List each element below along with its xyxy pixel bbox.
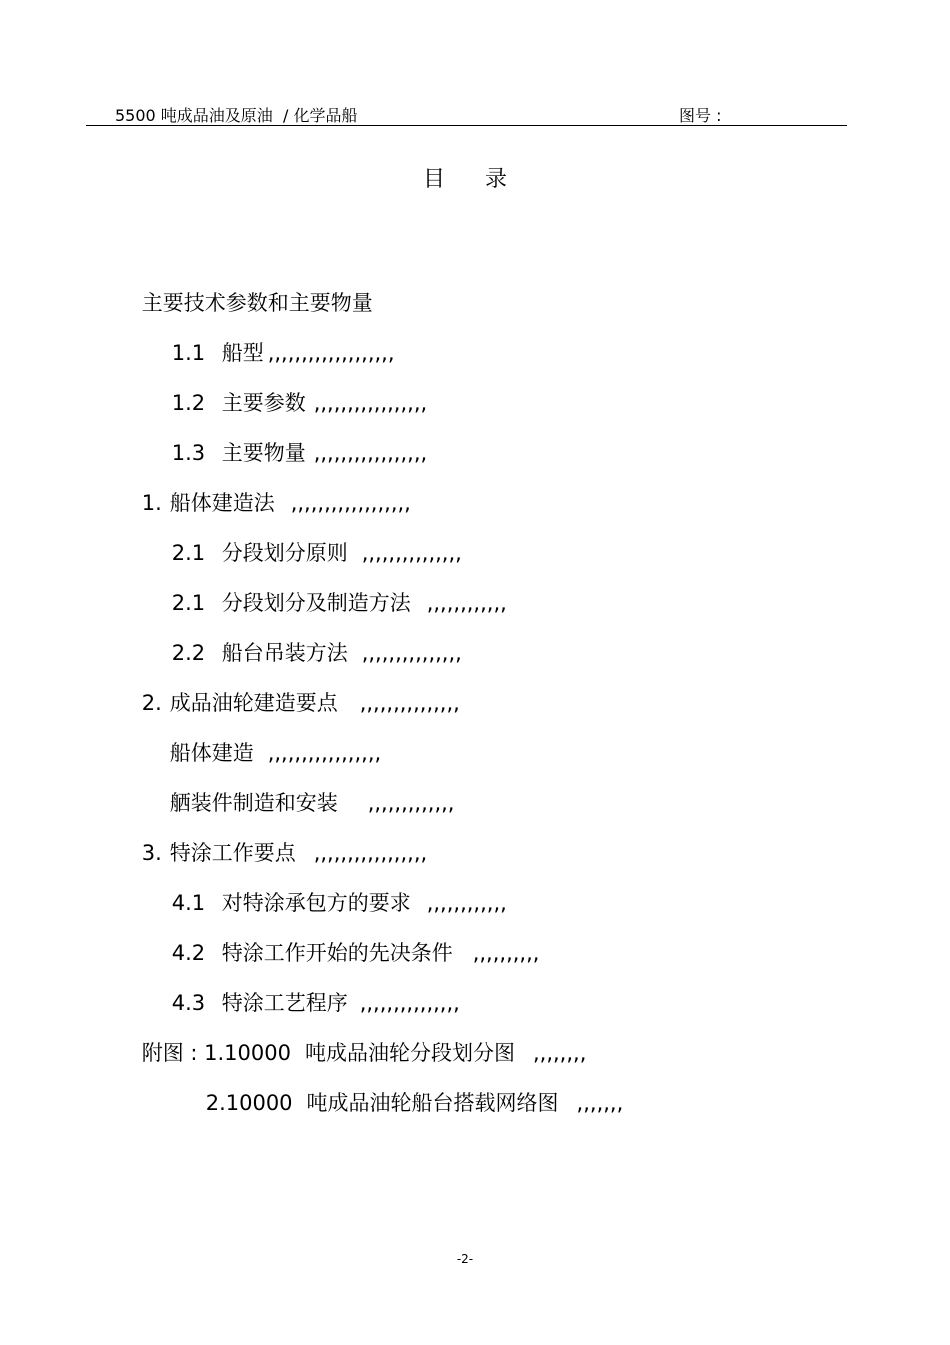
toc-entry-label: 特涂工艺程序 [221, 991, 348, 1015]
toc-entry-number: 4.2 [171, 941, 206, 965]
header-document-title: 5500 吨成品油及原油 / 化学品船 [115, 106, 358, 125]
toc-entry-label: 成品油轮建造要点 [169, 691, 338, 715]
toc-entry-number: 4.3 [171, 991, 206, 1015]
toc-entry-leader: ,,,,,,,,,,,,,,, [359, 691, 460, 715]
toc-entry-number: 2.1 [171, 541, 206, 565]
toc-entry-number: 附图 : 1.10000 [141, 1041, 291, 1065]
toc-entry-number: 2.2 [171, 641, 206, 665]
toc-entry-number: 1. [141, 491, 162, 515]
toc-entry-number: 1.2 [171, 391, 206, 415]
toc-entry-leader: ,,,,,,,,,,,,,,, [361, 641, 462, 665]
toc-entry-label: 主要参数 [221, 391, 306, 415]
toc-entry-leader: ,,,,,,,,,,,,,,,,, [267, 741, 382, 765]
toc-entry-leader: ,,,,,,,,,,,, [426, 591, 507, 615]
header-divider [86, 125, 847, 126]
toc-entry-leader: ,,,,,,,,,,,,,,, [359, 991, 460, 1015]
toc-entry-label: 主要技术参数和主要物量 [141, 291, 373, 315]
toc-entry [179, 1064, 623, 1142]
toc-entry-number: 1.1 [171, 341, 206, 365]
toc-entry-number: 2.1 [171, 591, 206, 615]
toc-entry-label: 吨成品油轮船台搭载网络图 [306, 1091, 559, 1115]
toc-entry-number: 3. [141, 841, 162, 865]
toc-entry-label: 对特涂承包方的要求 [221, 891, 411, 915]
toc-entry-leader: ,,,,,,,,,,,,,,,,, [313, 391, 428, 415]
toc-entry-number: 2. [141, 691, 162, 715]
toc-entry-leader: ,,,,,,,,,,,,,,,,, [313, 441, 428, 465]
toc-entry-label: 分段划分原则 [221, 541, 348, 565]
toc-entry-label: 舾装件制造和安装 [169, 791, 338, 815]
toc-entry-leader: ,,,,,,,,,,,,, [367, 791, 455, 815]
page-number: -2- [456, 1252, 474, 1266]
toc-title: 目录 [423, 167, 548, 192]
toc-entry-label: 船体建造法 [169, 491, 275, 515]
toc-entry-leader: ,,,,,,,, [532, 1041, 587, 1065]
toc-entry-label: 分段划分及制造方法 [221, 591, 411, 615]
toc-entry-number: 4.1 [171, 891, 206, 915]
toc-entry-label: 吨成品油轮分段划分图 [304, 1041, 515, 1065]
toc-entry-label: 船体建造 [169, 741, 254, 765]
toc-entry-leader: ,,,,,,,,,,,,,,,,, [313, 841, 428, 865]
toc-entry-label: 特涂工作开始的先决条件 [221, 941, 453, 965]
toc-entry-number: 2.10000 [205, 1091, 293, 1115]
toc-entry-leader: ,,,,,,, [576, 1091, 624, 1115]
toc-entry-leader: ,,,,,,,,,, [472, 941, 540, 965]
toc-entry-leader: ,,,,,,,,,,,,,,, [361, 541, 462, 565]
toc-entry-leader: ,,,,,,,,,,,,,,,,,, [290, 491, 411, 515]
toc-entry-leader: ,,,,,,,,,,,,,,,,,,, [267, 341, 395, 365]
toc-entry-label: 船型 [221, 341, 264, 365]
toc-entry-label: 主要物量 [221, 441, 306, 465]
header-drawing-number-label: 图号 : [679, 106, 722, 125]
toc-entry-label: 特涂工作要点 [169, 841, 296, 865]
toc-entry-label: 船台吊装方法 [221, 641, 348, 665]
toc-entry-number: 1.3 [171, 441, 206, 465]
toc-entry-leader: ,,,,,,,,,,,, [426, 891, 507, 915]
